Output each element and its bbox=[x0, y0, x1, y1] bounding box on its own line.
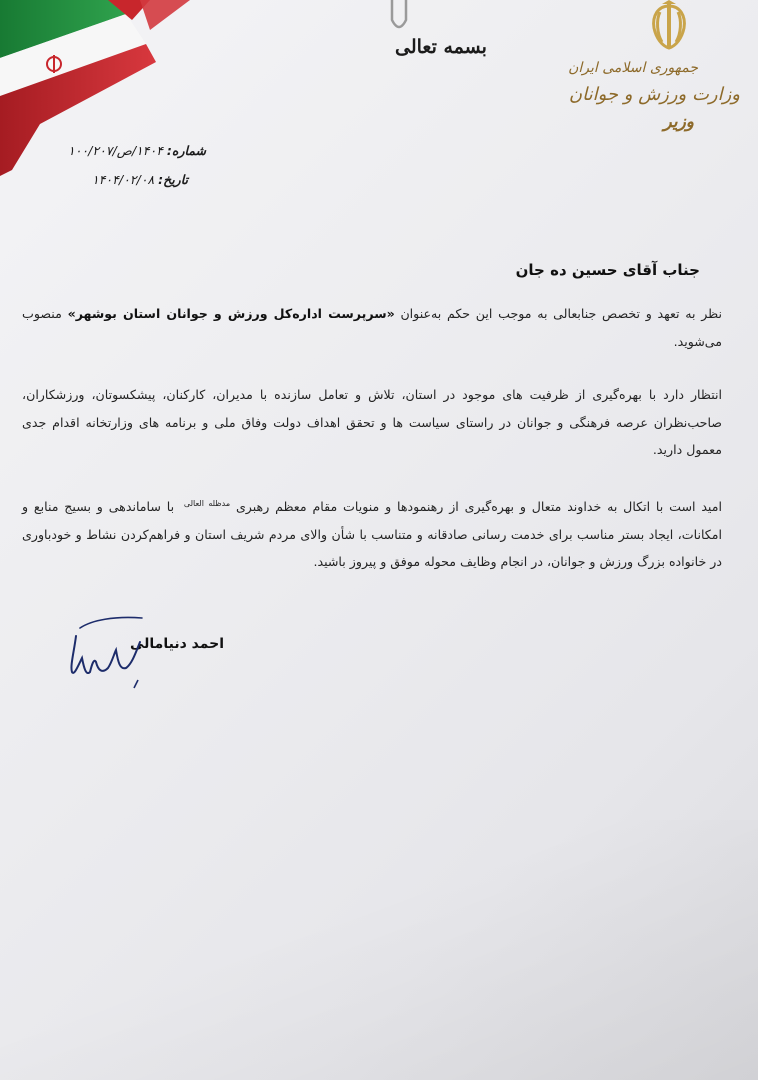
iran-flag-ribbon bbox=[0, 0, 200, 190]
letterhead-office: وزیر bbox=[663, 112, 694, 132]
appointment-title: «سرپرست اداره‌کل ورزش و جوانان استان بوشهر» bbox=[67, 306, 395, 321]
letter-number-label: شماره: bbox=[166, 143, 206, 158]
paragraph-wishes bbox=[22, 490, 722, 576]
handwritten-signature bbox=[62, 606, 154, 692]
honorific-note: مدظله العالی bbox=[183, 499, 231, 508]
letterhead-ministry: وزارت ورزش و جوانان bbox=[568, 84, 740, 105]
paragraph-3-end: با ساماندهی و بسیج منابع و امکانات، ایجاد بستر مناسب برای خدمت رسانی صادقانه و متناسب با شأن والای مردم شریف استان و فراهم‌کردن نشاط و خودباوری در خانواده بزرگ ورزش و جوانان، در انجام وظایف محوله موفق و پیروز باشید. bbox=[22, 499, 722, 570]
paragraph-3-start: امید است با اتکال به خداوند متعال و بهره‌گیری از رهنمودها و منویات مقام معظم رهبری bbox=[235, 499, 722, 515]
letter-number bbox=[68, 143, 206, 158]
paragraph-1-end: منصوب می‌شوید. bbox=[22, 306, 722, 349]
letterhead-country: جمهوری اسلامی ایران bbox=[568, 60, 698, 76]
paper-shadow bbox=[0, 820, 758, 1080]
paragraph-expectations: انتظار دارد با بهره‌گیری از ظرفیت های موجود در استان، تلاش و تعامل سازنده با مدیران، کارکنان، پیشکسوتان، ورزشکاران، صاحب‌نظران عرصه فرهنگی و جوانان در راستای سیاست ها و تحقق اهداف دولت وفاق ملی و برنامه های وزارتخانه اقدام جدی معمول دارید. bbox=[22, 387, 722, 457]
paragraph-1-start: نظر به تعهد و تخصص جنابعالی به موجب این حکم به‌عنوان bbox=[400, 306, 722, 321]
letter-date bbox=[92, 172, 188, 187]
letter-heading: بسمه تعالی bbox=[395, 36, 487, 58]
signer-name: احمد دنیامالی bbox=[130, 636, 224, 652]
letter-date-label: تاریخ: bbox=[158, 172, 188, 187]
paragraph-appointment bbox=[22, 300, 722, 355]
paper-clip-icon bbox=[384, 0, 414, 36]
iran-emblem-icon bbox=[638, 0, 700, 54]
letter-date-value: ۱۴۰۴/۰۲/۰۸ bbox=[92, 172, 155, 187]
recipient-name: جناب آقای حسین ده جان bbox=[515, 261, 700, 279]
letter-number-value: ۱۴۰۴/ص/۱۰۰/۲۰۷ bbox=[68, 143, 163, 158]
